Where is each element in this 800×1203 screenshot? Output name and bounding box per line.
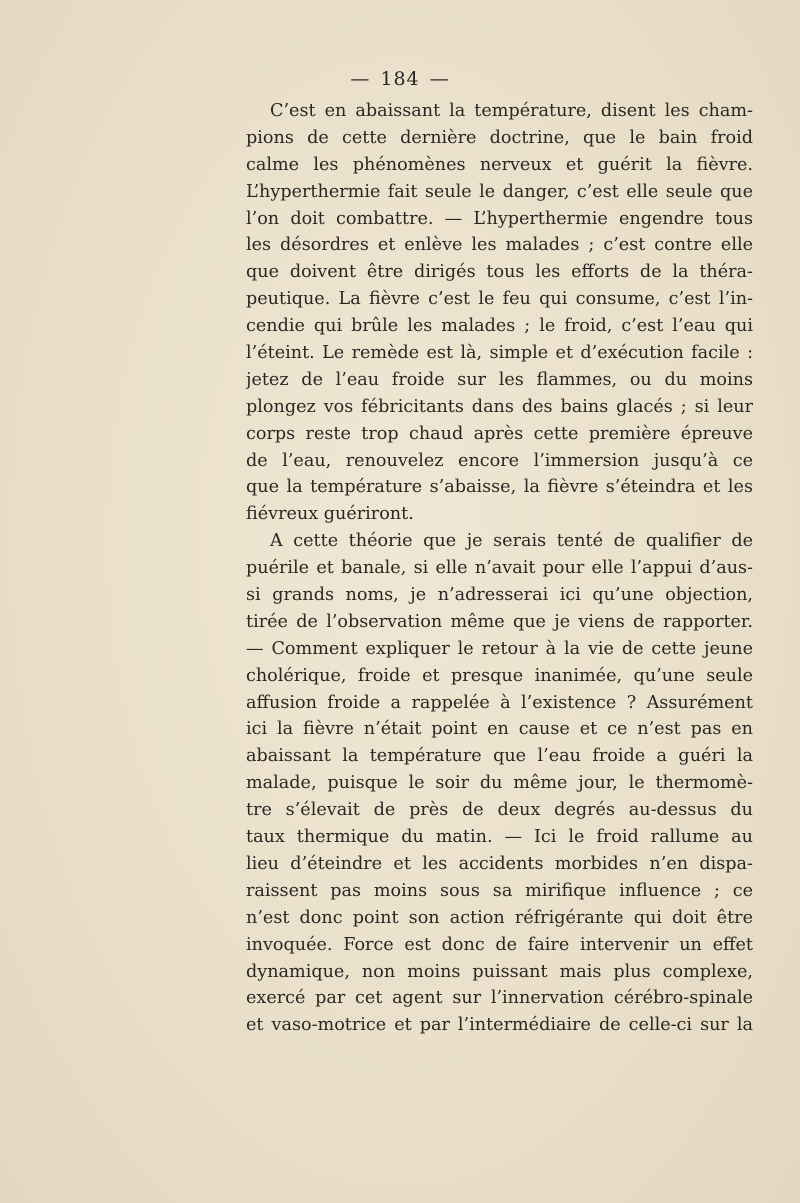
text-line: corps reste trop chaud après cette première épreuve: [246, 423, 753, 444]
text-line: si grands noms, je n’adresserai ici qu’une objection,: [246, 585, 753, 606]
text-line: lieu d’éteindre et les accidents morbides n’en dispa-: [246, 853, 753, 874]
text-line: plongez vos fébricitants dans des bains glacés ; si leur: [246, 396, 753, 417]
text-line: ici la fièvre n’était point en cause et ce n’est pas en: [246, 719, 753, 740]
text-line: taux thermique du matin. — Ici le froid rallume au: [246, 827, 753, 848]
text-line: n’est donc point son action réfrigérante qui doit être: [246, 907, 753, 928]
text-line: C’est en abaissant la température, disent les cham-: [270, 101, 753, 121]
text-line: malade, puisque le soir du même jour, le thermomè-: [246, 773, 753, 794]
text-line: A cette théorie que je serais tenté de qualifier de: [270, 531, 753, 552]
text-line: que doivent être dirigés tous les efforts de la théra-: [246, 262, 753, 283]
text-line: pions de cette dernière doctrine, que le bain froid: [246, 127, 753, 148]
text-line: cholérique, froide et presque inanimée, qu’une seule: [246, 665, 753, 686]
page-number-value: 184: [380, 68, 420, 90]
text-line: jetez de l’eau froide sur les flammes, ou du moins: [246, 369, 753, 390]
text-line: et vaso-motrice et par l’intermédiaire de celle-ci sur la: [246, 1015, 753, 1036]
text-line: abaissant la température que l’eau froide a guéri la: [246, 746, 753, 767]
text-line: affusion froide a rappelée à l’existence ? Assurément: [246, 692, 753, 713]
text-line: calme les phénomènes nerveux et guérit la fièvre.: [246, 154, 753, 175]
text-line: de l’eau, renouvelez encore l’immersion jusqu’à ce: [246, 450, 753, 471]
page-number: [0, 68, 800, 90]
text-line: L’hyperthermie fait seule le danger, c’est elle seule que: [246, 181, 753, 202]
text-line: invoquée. Force est donc de faire intervenir un effet: [246, 934, 753, 955]
text-line: cendie qui brûle les malades ; le froid, c’est l’eau qui: [246, 316, 753, 337]
folio-dash-right: —: [429, 68, 450, 90]
text-line: — Comment expliquer le retour à la vie de cette jeune: [246, 638, 753, 659]
text-line: peutique. La fièvre c’est le feu qui consume, c’est l’in-: [246, 289, 753, 310]
text-line: que la température s’abaisse, la fièvre s’éteindra et les: [246, 477, 753, 498]
body-text: [246, 98, 753, 1039]
text-line: dynamique, non moins puissant mais plus complexe,: [246, 961, 753, 982]
text-line: tre s’élevait de près de deux degrés au-dessus du: [246, 800, 753, 821]
text-line: fiévreux guériront.: [246, 504, 414, 525]
text-line: puérile et banale, si elle n’avait pour elle l’appui d’aus-: [246, 558, 753, 579]
paragraph-1: [246, 98, 753, 528]
text-line: raissent pas moins sous sa mirifique influence ; ce: [246, 880, 753, 901]
paragraph-2: [246, 528, 753, 1039]
text-line: l’éteint. Le remède est là, simple et d’exécution facile :: [246, 343, 753, 364]
text-line: les désordres et enlève les malades ; c’est contre elle: [246, 235, 753, 256]
text-line: exercé par cet agent sur l’innervation cérébro-spinale: [246, 988, 753, 1009]
text-line: tirée de l’observation même que je viens de rapporter.: [246, 611, 753, 632]
text-line: l’on doit combattre. — L’hyperthermie engendre tous: [246, 208, 753, 229]
folio-dash-left: —: [350, 68, 371, 90]
